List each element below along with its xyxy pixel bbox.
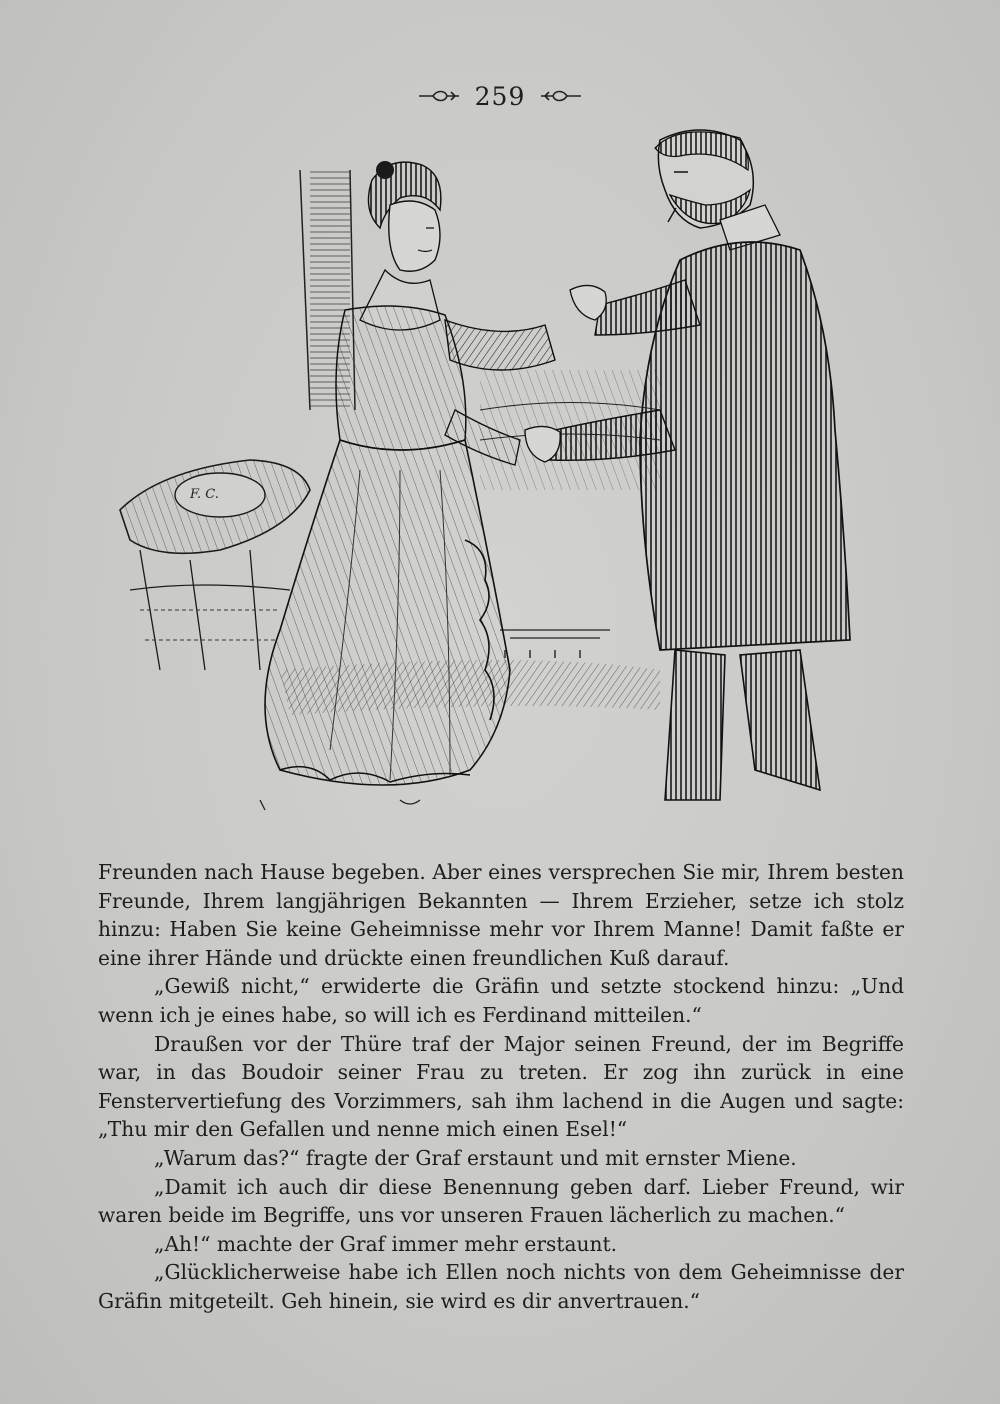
paragraph: „Glücklicherweise habe ich Ellen noch nichts von dem Geheimnisse der Gräfin mitgeteilt. Geh hinein, sie wird es dir anvertrauen.“ bbox=[98, 1260, 904, 1313]
paragraph: „Ah!“ machte der Graf immer mehr erstaunt. bbox=[154, 1231, 618, 1256]
paragraph: „Gewiß nicht,“ erwiderte die Gräfin und setzte stockend hinzu: „Und wenn ich je eines habe, so will ich es Ferdinand mitteilen.“ bbox=[98, 974, 904, 1027]
paragraph: „Damit ich auch dir diese Benennung geben darf. Lieber Freund, wir waren beide im Begriffe, uns vor unseren Frauen lächerlich zu machen.“ bbox=[98, 1174, 904, 1228]
paragraph: „Warum das?“ fragte der Graf erstaunt und mit ernster Miene. bbox=[154, 1145, 797, 1170]
engraving-illustration bbox=[100, 110, 900, 840]
paragraph: Draußen vor der Thüre traf der Major seinen Freund, der im Begriffe war, in das Boudoir seiner Frau zu treten. Er zog ihn zurück in eine Fenstervertiefung des Vorzimmers, sah ihm lachend in die Augen und sagte: „Thu mir den Gefallen und nenne mich einen Esel!“ bbox=[98, 1031, 904, 1142]
fleuron-left-icon bbox=[417, 87, 461, 105]
engraving-couple-scene bbox=[100, 110, 900, 840]
body-text bbox=[98, 858, 904, 1316]
page-number: 259 bbox=[474, 81, 526, 111]
fleuron-right-icon bbox=[539, 87, 583, 105]
artist-signature: F. C. bbox=[190, 487, 219, 502]
paragraph: Freunden nach Hause begeben. Aber eines versprechen Sie mir, Ihrem besten Freunde, Ihrem langjährigen Bekannten — Ihrem Erzieher, setze ich stolz hinzu: Haben Sie keine Geheimnisse mehr vor Ihrem Manne! Damit faßte er eine ihrer Hände und drückte einen freundlichen Kuß darauf. bbox=[98, 860, 904, 970]
page-header bbox=[0, 78, 1000, 114]
